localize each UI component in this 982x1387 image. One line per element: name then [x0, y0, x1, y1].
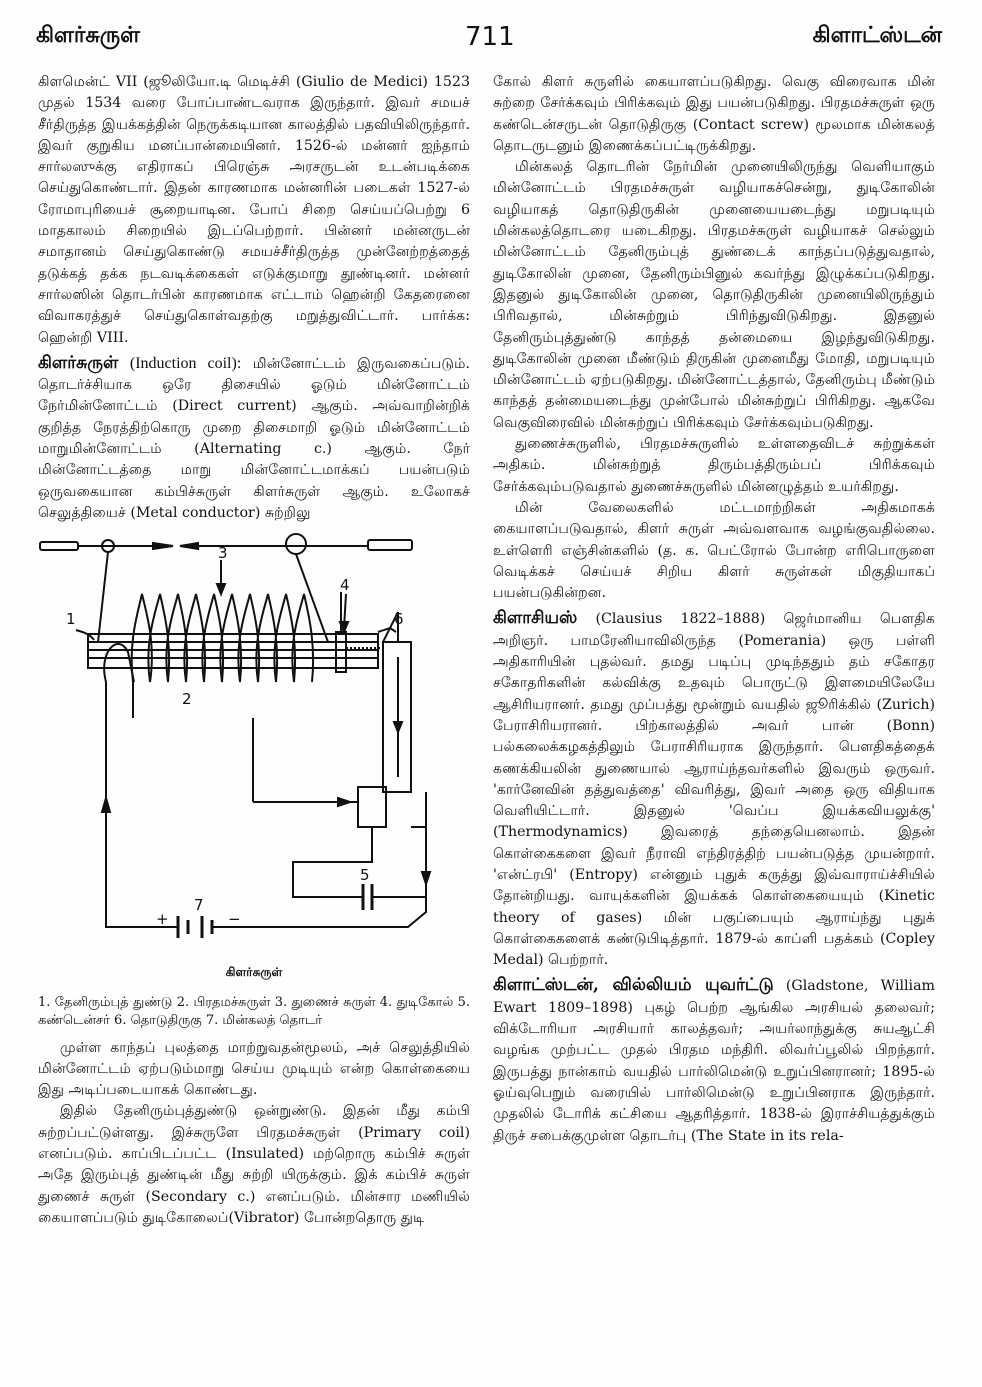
entry-induction-text: மின்னோட்டம் இருவகைப்படும். தொடர்ச்சியாக ஒரே திசையில் ஓடும் மின்னோட்டம் நேர்மின்னோட்டம் (Direct current) ஆகும். அவ்வாறின்றிக் குறித்த நேரத்திற்கொரு முறை திசைமாறி ஓடும் மின்னோட்டம் மாறுமின்னோட்டம் (Alternating c.) ஆகும். நேர் மின்னோட்டத்தை மாறு மின்னோட்டமாக்கப் பயன்படும் ஒருவகையான கம்பிச்சுருள் கிளர்சுருள் ஆகும். உலோகச் செலுத்தியைச் (Metal conductor) சுற்றிலு	[38, 355, 471, 521]
figure-label-7: 7	[194, 896, 204, 915]
figure-label-1: 1	[66, 610, 76, 629]
entry-gladstone	[493, 975, 935, 1146]
entry-clement-paragraph: கிளமென்ட் VII (ஜூலியோ.டி மெடிச்சி (Giulio de Medici) 1523 முதல் 1534 வரை போப்பாண்டவராக இருந்தார். இவர் சமயச் சீர்திருத்த இயக்கத்தின் நெருக்கடியான காலத்தில் பதவியிலிருந்தார். இவர் குறுகிய மனப்பான்மையினர். 1526-ல் மன்னர் ஐந்தாம் சார்லஸுக்கு எதிராகப் பிரெஞ்சு அரசருடன் உடன்படிக்கை செய்துகொண்டார். இதன் காரணமாக மன்னரின் படைகள் 1527-ல் ரோமாபுரியைச் சூறையாடின. போப் சிறை செய்யப்பெற்று 6 மாதகாலம் சிறையில் இடப்பெற்றார். பின்னர் மன்னருடன் சமாதானம் செய்துகொண்டு சமயச்சீர்திருத்த முன்னேற்றத்தைத் தடுக்கத் தக்க நடவடிக்கைகள் எடுக்குமாறு தூண்டினர். மன்னர் சார்லஸின் தொடர்பின் காரணமாக எட்டாம் ஹென்றி கேதரைனை விவாகரத்துச் செய்துகொள்வதற்கு மறுத்துவிட்டார். பார்க்க: ஹென்றி VIII.	[38, 74, 470, 346]
terminal-right	[368, 540, 412, 550]
entry-gladstone-text: (Gladstone, William Ewart 1809–1898) புகழ் பெற்ற ஆங்கில அரசியல் தலைவர்; விக்டோரியா அரசியார் காலத்தவர்; அயர்லாந்துக்கு சுயஆட்சி வழங்க முற்பட்ட முதல் பிரதம மந்திரி. லிவர்ப்பூலில் பிறந்தார். இருபத்து நான்காம் வயதில் பார்லிமென்டு உறுப்பினரானர்; 1895-ல் ஓய்வுபெறும் வரையில் பார்லிமென்டு உறுப்பினராக இருந்தார். முதலில் டோரிக் கட்சியை ஆதரித்தார். 1838-ல் இராச்சியத்துக்கும் திருச் சபைக்குமுள்ள தொடர்பு (The State in its rela-	[493, 978, 935, 1144]
terminal-left	[40, 542, 78, 550]
induction-vibrator-paragraph: கோல் கிளர் சுருளில் கையாளப்படுகிறது. வெகு விரைவாக மின் சுற்றை சேர்க்கவும் பிரிக்கவும் இது பயன்படுகிறது. பிரதமச்சுருள் ஒரு கண்டென்சருடன் தொடுதிருகு (Contact screw) மூலமாக மின்கலத் தொடருடனும் இணைக்கப்பட்டிருக்கிறது.	[493, 74, 935, 154]
figure-label-minus: −	[228, 910, 241, 929]
entry-heading-induction-coil-en: (Induction coil):	[129, 354, 242, 372]
entry-induction-coil	[38, 353, 470, 524]
entry-heading-induction-coil: கிளர்சுருள்	[38, 352, 119, 373]
left-column	[38, 72, 470, 1229]
figure-label-4: 4	[340, 576, 350, 595]
interrupter-block	[358, 787, 386, 827]
entry-clausius-text: (Clausius 1822–1888) ஜெர்மானிய பௌதிக அறிஞர். பாமரேனியாவிலிருந்த (Pomerania) ஒரு பள்ளி அதிகாரியின் புதல்வர். தமது படிப்பு முடிந்ததும் தம் சகோதர சகோதரிகளின் கல்விக்கு உதவும் பொருட்டு இளமையிலேயே ஆசிரியரானர். தமது முப்பத்து மூன்றும் வயதில் ஜூரிக்கில் (Zurich) பேராசிரியரானர். பிற்காலத்தில் அவர் பான் (Bonn) பல்கலைக்கழகத்திலும் பேராசிரியராக இருந்தார். பௌதிகத்தைக் கணக்கியலின் துணையால் ஆராய்ந்தவர்களில் இவரும் ஒருவர். 'கார்னேவின் தத்துவத்தை' விவரித்து, இவர் அதை ஒரு விதியாக வெளியிட்டார். இதனுல் 'வெப்ப இயக்கவியலுக்கு' (Thermodynamics) இவரைத் தந்தையெனலாம். இதன் கொள்கைகளை இவர் நீராவி எந்திரத்திற் பயன்படுத்த முயன்றார். 'என்ட்ரபி' (Entropy) என்னும் புதுக் கருத்து இவ்வாராய்ச்சியில் தோன்றியது. வாயுக்களின் இயக்கக் கொள்கையையும் (Kinetic theory of gases) மின் பகுப்பையும் ஆராய்ந்து புதுக் கொள்கைகளைக் கண்டுபிடித்தார். 1879-ல் காப்ளி பதக்கம் (Copley Medal) பெற்றார்.	[493, 611, 935, 969]
running-head-left: கிளர்சுருள்	[36, 22, 140, 48]
figure-label-plus: +	[156, 910, 169, 929]
vibrator-hammer	[336, 632, 346, 672]
running-head-right: கிளாட்ஸ்டன்	[812, 22, 942, 48]
induction-continued-paragraph: முள்ள காந்தப் புலத்தை மாற்றுவதன்மூலம், அச் செலுத்தியில் மின்னோட்டம் ஏற்படும்மாறு செய்ய முடியும் என்ற கொள்கையை இது அடிப்படையாகக் கொண்டது.	[38, 1039, 470, 1099]
terminal-knob-right	[286, 534, 306, 554]
figure-label-3: 3	[218, 544, 228, 563]
right-column	[493, 72, 935, 1147]
spark-point-left	[153, 543, 173, 549]
figure-label-5: 5	[360, 866, 370, 885]
figure-legend: 1. தேனிரும்புத் துண்டு 2. பிரதமச்சுருள் 3. துணைச் சுருள் 4. துடிகோல் 5. கண்டென்சர் 6. தொடுதிருகு 7. மின்கலத் தொடர்	[38, 994, 470, 1028]
figure-caption: கிளர்சுருள்	[225, 965, 283, 980]
wire-secondary-left	[98, 552, 108, 642]
induction-secondary-paragraph: துணைச்சுருளில், பிரதமச்சுருளில் உள்ளதைவிடச் சுற்றுக்கள் அதிகம். மின்சுற்றுத் திரும்பத்திரும்பப் பிரிக்கவும் சேர்க்கவும்படுவதால் துணைச்சுருளில் மின்னழுத்தம் உயர்கிறது.	[493, 436, 935, 495]
entry-heading-gladstone: கிளாட்ஸ்டன், வில்லியம் யுவர்ட்டு	[493, 975, 774, 996]
entry-heading-clausius: கிளாசியஸ்	[493, 608, 578, 629]
figure-label-6: 6	[394, 610, 404, 629]
entry-clausius	[493, 608, 935, 971]
induction-operation-paragraph: மின்கலத் தொடரின் நேர்மின் முனையிலிருந்து வெளியாகும் மின்னோட்டம் பிரதமச்சுருள் வழியாகச்சென்று, துடிகோலின் வழியாகத் தொடுதிருகின் முனையையடைந்து மறுபடியும் மின்கலத்தொடரை யடைகிறது. பிரதமச்சுருள் வழியாகச் செல்லும் மின்னோட்டம் தேனிரும்புத் துண்டைக் காந்தப்படுத்துவதால், துடிகோலின் முனை, தேனிரும்பினுல் கவர்ந்து இழுக்கப்படுகிறது. இதனுல் துடிகோலின் முனை, தொடுதிருகின் முனையிலிருந்தும் பிரிவதால், மின்சுற்றும் பிரிந்துவிடுகிறது. இதனுல் தேனிரும்புத்துண்டு காந்தத் தன்மையை இழந்துவிடுகிறது. துடிகோலின் முனை மீண்டும் திருகின் முனைமீது மோதி, மறுபடியும் மின்னோட்டம் ஏற்படுகிறது. மின்னோட்டத்தால், தேனிரும்பு மீண்டும் காந்தத் தன்மையடைந்து முன்போல் மின்சுற்றுப் பிரிகிறது. ஆகவே வெகுவிரைவில் மின்சுற்றுப் பிரிக்கவும் சேர்க்கவும்படுகிறது.	[493, 159, 935, 431]
circuit-wire-condenser	[293, 827, 372, 897]
circuit-wire-left	[106, 682, 148, 927]
figure-label-2: 2	[182, 690, 192, 709]
arrow-up-left	[102, 798, 110, 812]
induction-coil-diagram	[38, 532, 470, 960]
arrow-down-right	[422, 872, 430, 884]
induction-construction-paragraph: இதில் தேனிரும்புத்துண்டு ஒன்றுண்டு. இதன் மீது கம்பி சுற்றப்பட்டுள்ளது. இச்சுருளே பிரதமச்சுருள் (Primary coil) எனப்படும். காப்பிடப்பட்ட (Insulated) மற்றொரு கம்பிச் சுருள் அதே இரும்புத் துண்டின் மீது சுற்றி யிருக்கும். இக் கம்பிச் சுருள் துணைச் சுருள் (Secondary c.) எனப்படும். மின்சார மணியில் கையாளப்படும் துடிகோலைப்(Vibrator) போன்றதொரு துடி	[38, 1103, 470, 1226]
label-6-pointer	[378, 628, 396, 632]
induction-coil-figure	[38, 532, 470, 960]
spark-point-right	[180, 543, 198, 549]
arrow-right-mid	[338, 798, 350, 806]
wire-secondary-right	[296, 554, 328, 642]
spacer	[38, 1030, 470, 1038]
circuit-wire-right	[253, 792, 426, 927]
page-number: 711	[465, 22, 515, 52]
induction-usage-paragraph: மின் வேலைகளில் மட்டமாற்றிகள் அதிகமாகக் கையாளப்படுவதால், கிளர் சுருள் அவ்வளவாக வழங்குவதில்லை. உள்ளெரி எஞ்சின்களில் (த. க. பெட்ரோல் போன்ற எரிபொருளை வெடிக்கச் செய்யச் சிறிய கிளர் சுருள்கள் மிகுதியாகப் பயன்படுகின்றன.	[493, 499, 935, 602]
